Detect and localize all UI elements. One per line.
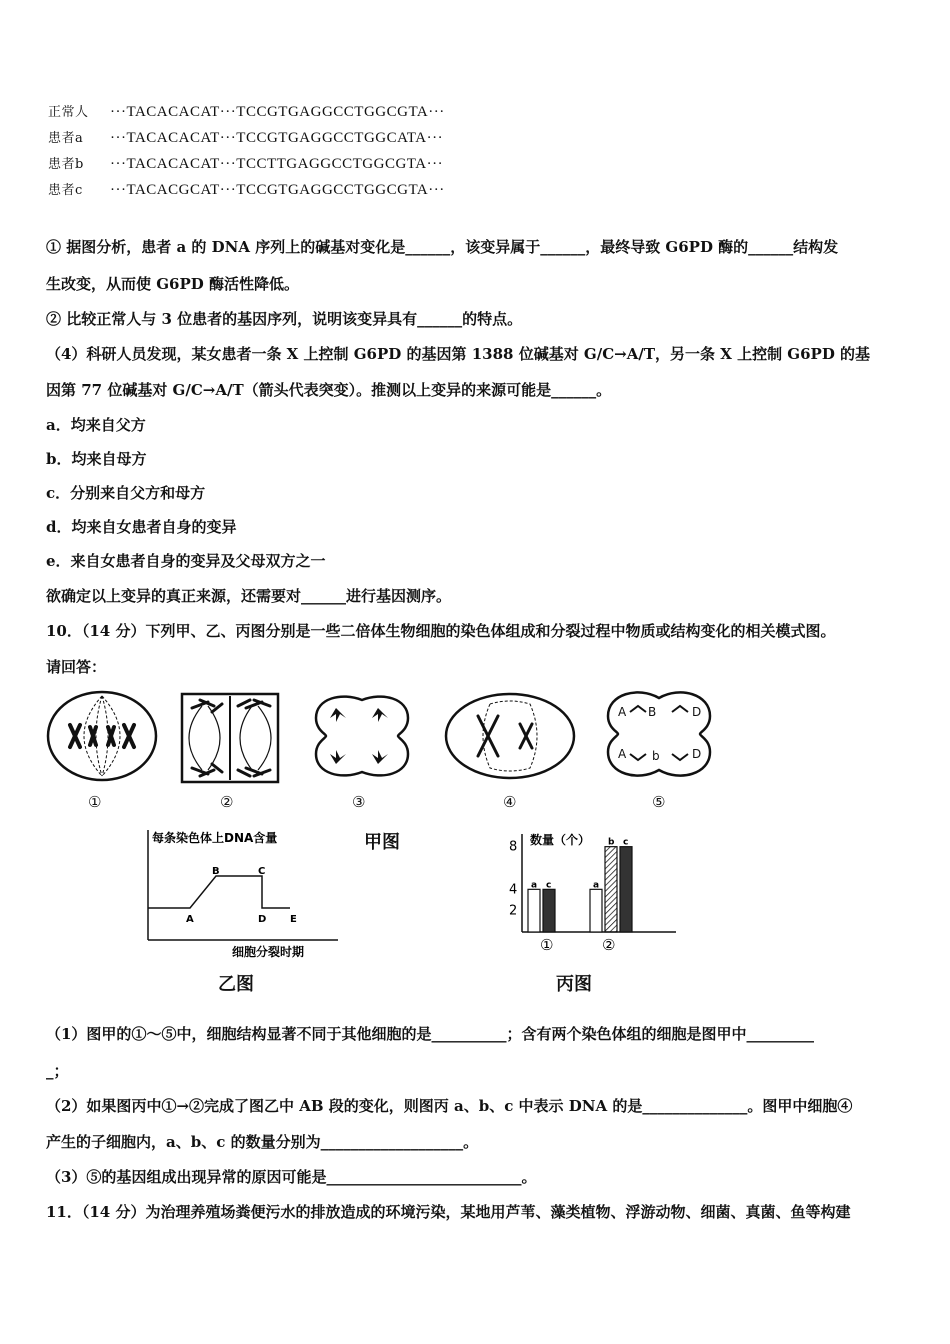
sequence-text: ···TACACACAT···TCCGTGAGGCCTGGCATA··· (110, 130, 444, 146)
cell-1-diagram (46, 690, 158, 782)
sequence-label: 患者a (48, 131, 84, 146)
q9-part4-line2: 因第 77 位碱基对 G/C→A/T（箭头代表突变）。推测以上变异的来源可能是______。 (46, 381, 612, 399)
yi-point-c: C (258, 866, 266, 877)
yi-curve (148, 876, 290, 908)
q11-stem: 11．（14 分）为治理养殖场粪便污水的排放造成的环境污染，某地用芦苇、藻类植物、浮游动物、细菌、真菌、鱼等构建 (46, 1203, 851, 1221)
q10-sub1-line1: （1）图甲的①～⑤中，细胞结构显著不同于其他细胞的是__________；含有两个染色体组的细胞是图甲中_________ (46, 1025, 814, 1043)
gene-label-5: b (652, 749, 660, 763)
q9-part2: ② 比较正常人与 3 位患者的基因序列，说明该变异具有______的特点。 (46, 310, 523, 328)
option-c: c．分别来自父方和母方 (46, 484, 206, 502)
yi-point-d: D (258, 914, 267, 925)
sequence-label: 正常人 (48, 105, 89, 120)
bing-category-label: ① (540, 936, 554, 954)
cell-label-4: ④ (503, 793, 517, 811)
gene-label-4: A (618, 747, 627, 761)
cell-label-2: ② (220, 793, 234, 811)
sequence-row-normal (48, 101, 445, 121)
cell-2-diagram (180, 692, 280, 784)
yi-xlabel: 细胞分裂时期 (232, 945, 305, 959)
cell-label-5: ⑤ (652, 793, 666, 811)
option-d: d．均来自女患者自身的变异 (46, 518, 237, 536)
cell-4-diagram (444, 692, 576, 780)
bing-ytick: 4 (509, 882, 518, 898)
q9-part1-line1: ① 据图分析，患者 a 的 DNA 序列上的碱基对变化是______，该变异属于______，最终导致 G6PD 酶的______结构发 (46, 238, 839, 256)
jia-caption: 甲图 (364, 832, 400, 853)
sequence-row-patient-c (48, 179, 445, 199)
bing-chart (506, 826, 686, 970)
yi-point-b: B (212, 866, 220, 877)
bing-category-label: ② (602, 936, 616, 954)
sequence-row-patient-b (48, 153, 443, 173)
bing-bar-label: a (593, 880, 600, 891)
cell-5-diagram (604, 688, 714, 780)
bing-bar-label: c (623, 837, 629, 848)
gene-label-3: D (692, 705, 702, 719)
bing-bar-c (543, 889, 555, 932)
bing-bar-b (605, 847, 617, 932)
q10-sub2-line2: 产生的子细胞内，a、b、c 的数量分别为___________________。 (46, 1133, 479, 1151)
yi-point-a: A (186, 914, 194, 925)
yi-ylabel: 每条染色体上DNA含量 (152, 831, 278, 845)
bing-bar-label: a (531, 880, 538, 891)
bing-bar-label: b (608, 837, 615, 848)
q9-part1-line2: 生改变，从而使 G6PD 酶活性降低。 (46, 275, 299, 293)
cell-label-3: ③ (352, 793, 366, 811)
gene-label-2: B (648, 705, 657, 719)
option-b: b．均来自母方 (46, 450, 147, 468)
bing-caption: 丙图 (556, 974, 592, 995)
cell-label-1: ① (88, 793, 102, 811)
yi-caption: 乙图 (218, 974, 254, 995)
sequence-row-patient-a (48, 127, 443, 147)
sequence-text: ···TACACACAT···TCCTTGAGGCCTGGCGTA··· (110, 156, 444, 172)
yi-chart (144, 826, 344, 970)
cell-3-diagram (312, 692, 412, 780)
bing-bar-a (590, 889, 602, 932)
q10-stem-line1: 10．（14 分）下列甲、乙、丙图分别是一些二倍体生物细胞的染色体组成和分裂过程中物质或结构变化的相关模式图。 (46, 622, 836, 640)
option-a: a．均来自父方 (46, 416, 146, 434)
q10-sub2-line1: （2）如果图丙中①→②完成了图乙中 AB 段的变化，则图丙 a、b、c 中表示 DNA 的是______________。图甲中细胞④ (46, 1097, 853, 1115)
q9-ending: 欲确定以上变异的真正来源，还需要对______进行基因测序。 (46, 587, 452, 605)
bing-bar-label: c (546, 880, 552, 891)
q10-sub3: （3）⑤的基因组成出现异常的原因可能是__________________________。 (46, 1168, 537, 1186)
q10-stem-line2: 请回答： (46, 658, 107, 676)
bing-bar-c (620, 847, 632, 932)
sequence-label: 患者c (48, 183, 83, 198)
sequence-text: ···TACACGCAT···TCCGTGAGGCCTGGCGTA··· (110, 182, 445, 198)
bing-ytick: 8 (509, 839, 518, 855)
q10-sub1-line2: _； (46, 1062, 69, 1080)
bing-ylabel: 数量（个） (530, 833, 591, 847)
sequence-label: 患者b (48, 157, 84, 172)
option-e: e．来自女患者自身的变异及父母双方之一 (46, 552, 326, 570)
gene-label-1: A (618, 705, 627, 719)
sequence-text: ···TACACACAT···TCCGTGAGGCCTGGCGTA··· (110, 104, 445, 120)
bing-ytick: 2 (509, 903, 518, 919)
gene-label-6: D (692, 747, 702, 761)
yi-point-e: E (290, 914, 297, 925)
q9-part4-line1: （4）科研人员发现，某女患者一条 X 上控制 G6PD 的基因第 1388 位碱基对 G/C→A/T，另一条 X 上控制 G6PD 的基 (46, 345, 871, 363)
bing-bar-a (528, 889, 540, 932)
